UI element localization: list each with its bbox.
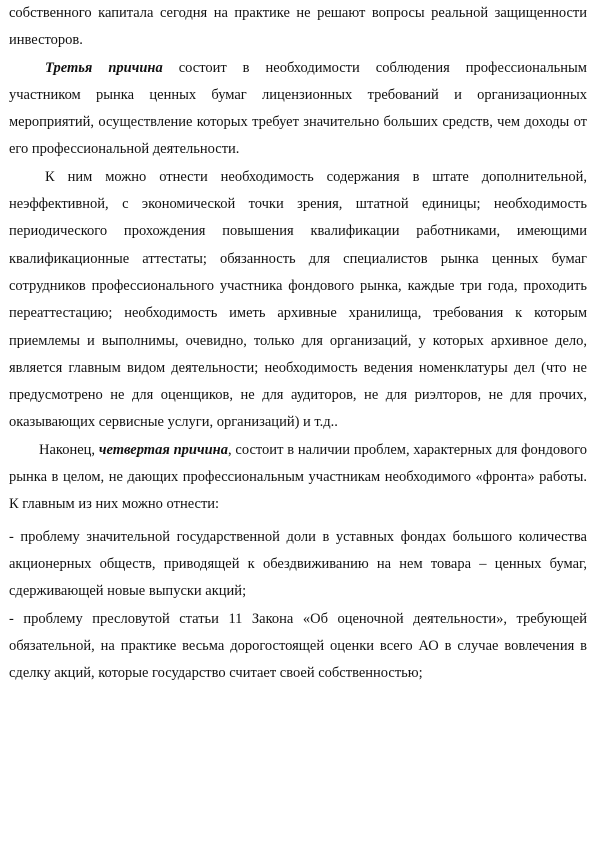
paragraph-third-reason <box>9 55 587 164</box>
list-item-article-11: - проблему пресловутой статьи 11 Закона «Об оценочной деятельности», требующей обязательной, на практике весьма дорогостоящей оценки всего АО в случае вовлечения в сделку акций, которые государство считает своей собственностью; <box>9 610 587 682</box>
third-reason-text: состоит в необходимости соблюдения профессиональным участником рынка ценных бумаг лицензионных требований и организационных мероприятий, осуществление которых требует значительно больших средств, чем доходы от его профессиональной деятельности. <box>9 59 587 158</box>
list-item-state-share: - проблему значительной государственной доли в уставных фондах большого количества акционерных обществ, приводящей к обездвиживанию на нем товара – ценных бумаг, сдерживающей новые выпуски акций; <box>9 528 587 600</box>
paragraph-requirements-list: К ним можно отнести необходимость содержания в штате дополнительной, неэффективной, с экономической точки зрения, штатной единицы; необходимость периодического прохождения повышения квалификации работниками, имеющими квалификационные аттестаты; обязанность для специалистов рынка ценных бумаг сотрудников профессионального участника фондового рынка, каждые три года, проходить переаттестацию; необходимость иметь архивные хранилища, требования к которым приемлемы и выполнимы, очевидно, только для организаций, у которых архивное дело, является главным видом деятельности; необходимость ведения номенклатуры дел (что не предусмотрено не для оценщиков, не для аудиторов, не для риэлторов, не для прочих, оказывающих сервисные услуги, организаций) и т.д.. <box>9 168 587 431</box>
fourth-reason-text: , состоит в наличии проблем, характерных для фондового рынка в целом, не дающих профессиональным участникам необходимого «фронта» работы. К главным из них можно отнести: <box>9 441 587 513</box>
paragraph-fourth-reason <box>9 437 587 519</box>
paragraph-capital-conclusion: собственного капитала сегодня на практике не решают вопросы реальной защищенности инвесторов. <box>9 5 587 49</box>
fourth-reason-lead: Наконец, <box>39 441 99 458</box>
fourth-reason-heading: четвертая причина <box>98 441 228 458</box>
document-page <box>9 0 587 687</box>
third-reason-heading: Третья причина <box>45 59 163 76</box>
